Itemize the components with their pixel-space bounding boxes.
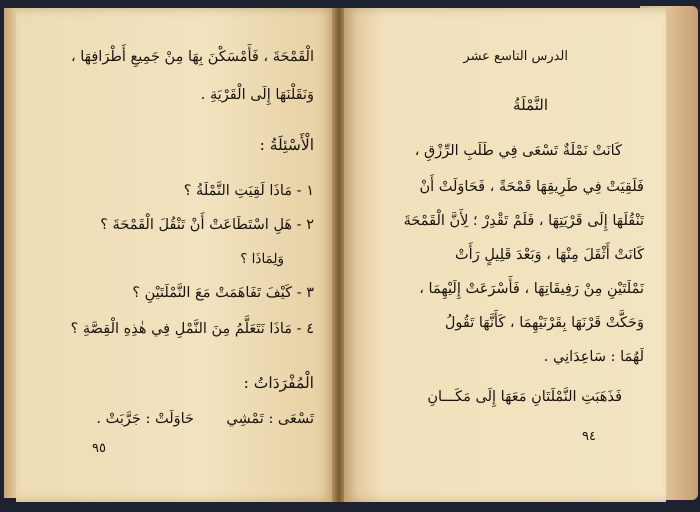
lesson-title: النَّمْلَةُ: [513, 96, 548, 114]
text-line: لَهُمَا : سَاعِدَانِي .: [543, 349, 644, 365]
text-line: كَانَتْ أَثْقَلَ مِنْهَا ، وَبَعْدَ قَلِيلٍ رَأَتْ: [455, 247, 644, 263]
question-item: ١ - مَاذَا لَقِيَتِ النَّمْلَةُ ؟: [183, 183, 314, 199]
text-line: نَمْلَتَيْنِ مِنْ رَفِيقَاتِهَا ، فَأَسْرَعَتْ إِلَيْهِمَا ،: [419, 281, 644, 297]
page-number: ٩٤: [582, 429, 596, 444]
question-item: ٣ - كَيْفَ تَفَاهَمَتْ مَعَ النَّمْلَتَيْنِ ؟: [132, 285, 314, 301]
section-heading: الْأَسْئِلَةُ :: [259, 136, 314, 154]
right-page: [344, 8, 666, 502]
text-line: كَانَتْ نَمْلَةٌ تَسْعَى فِي طَلَبِ الرِّزْقِ ،: [414, 143, 622, 159]
vocabulary-item: تَسْعَى : تَمْشِي: [226, 411, 314, 427]
vocabulary-item: حَاوَلَتْ : جَرَّبَتْ .: [96, 411, 194, 427]
text-line: وَحَكَّتْ قَرْنَهَا بِقَرْنَيْهِمَا ، كَأَنَّهَا تَقُولُ: [444, 315, 644, 331]
text-line: تَنْقُلَهَا إِلَى قَرْيَتِهَا ، فَلَمْ تَقْدِرْ ؛ لِأَنَّ الْقَمْحَةَ: [403, 213, 644, 229]
section-heading: الْمُفْرَدَاتُ :: [243, 374, 314, 392]
text-line: وَنَقَلْنَهَا إِلَى الْقَرْيَةِ .: [200, 87, 314, 103]
text-line: فَذَهَبَتِ النَّمْلَتَانِ مَعَهَا إِلَى مَكَـــانِ: [427, 389, 622, 405]
open-book: [4, 6, 698, 506]
question-item: وَلِمَاذَا ؟: [240, 251, 284, 267]
left-page: [16, 8, 334, 502]
text-line: فَلَقِيَتْ فِي طَرِيقِهَا قَمْحَةً ، فَحَاوَلَتْ أَنْ: [419, 179, 644, 195]
question-item: ٤ - مَاذَا نَتَعَلَّمُ مِنَ النَّمْلِ فِي هٰذِهِ الْقِصَّةِ ؟: [70, 321, 314, 337]
text-line: الْقَمْحَةَ ، فَأَمْسَكْنَ بِهَا مِنْ جَمِيعِ أَطْرَافِهَا ،: [70, 49, 314, 65]
question-item: ٢ - هَلِ اسْتَطَاعَتْ أَنْ تَنْقُلَ الْقَمْحَةَ ؟: [100, 217, 314, 233]
page-number: ٩٥: [92, 441, 106, 456]
lesson-header: الدرس التاسع عشر: [463, 49, 568, 64]
